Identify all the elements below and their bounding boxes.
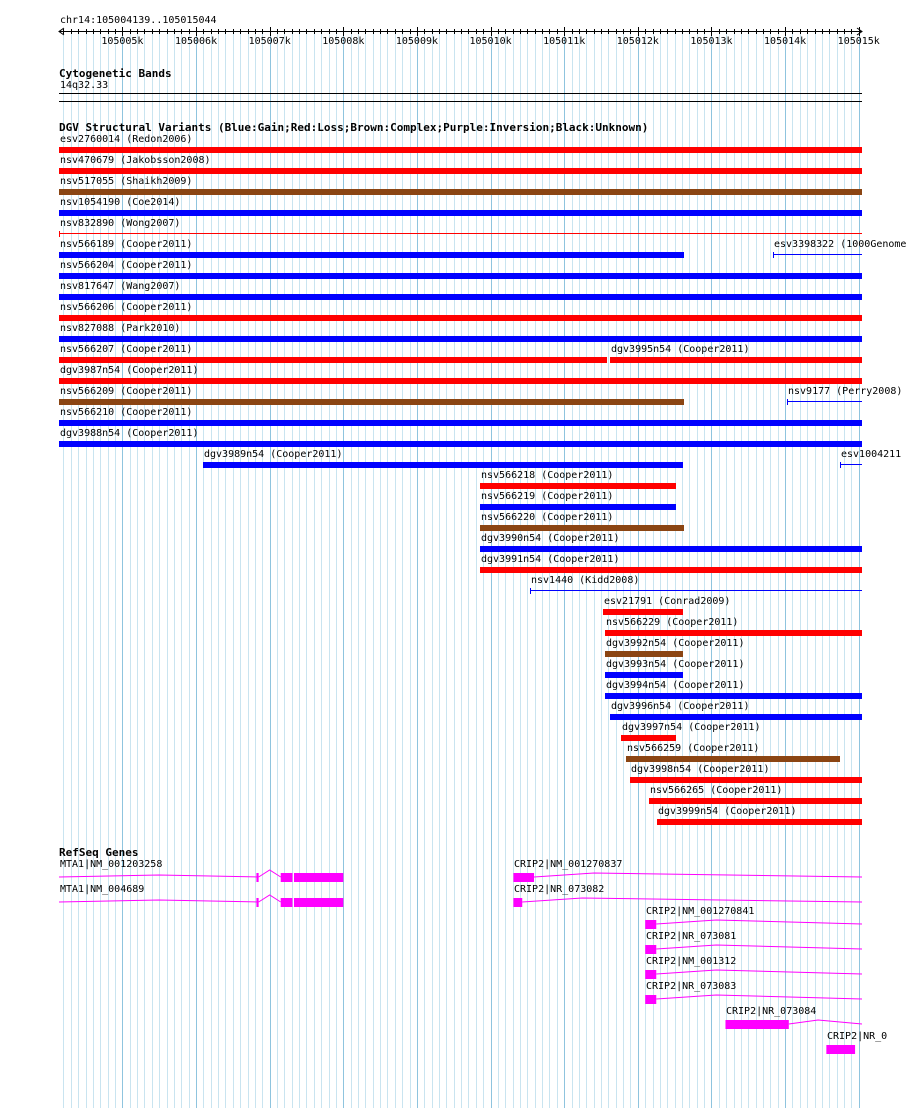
- gene-exon: [256, 873, 258, 882]
- gene-intron: [789, 1020, 862, 1024]
- ruler-tick-label: 105005k: [101, 36, 144, 47]
- gene-label: MTA1|NM_004689: [60, 884, 145, 895]
- ruler-tick-label: 105014k: [764, 36, 807, 47]
- ruler-tick-label: 105006k: [174, 36, 218, 47]
- sv-label: nsv566219 (Cooper2011): [481, 491, 614, 502]
- gene-intron: [656, 945, 862, 949]
- ruler-tick-label: 105015k: [837, 36, 880, 47]
- sv-label: nsv470679 (Jakobsson2008): [60, 155, 211, 166]
- sv-label: dgv3993n54 (Cooper2011): [606, 659, 745, 670]
- gene-label: CRIP2|NR_0: [827, 1031, 888, 1042]
- gene-intron: [59, 900, 259, 902]
- cytoband-label: 14q32.33: [60, 80, 109, 91]
- sv-label: nsv517055 (Shaikh2009): [60, 176, 193, 187]
- gene-exon: [281, 898, 293, 907]
- sv-label: dgv3994n54 (Cooper2011): [606, 680, 745, 691]
- dgv-track-title: DGV Structural Variants (Blue:Gain;Red:Loss;Brown:Complex;Purple:Inversion;Black:Unknown): [59, 121, 649, 134]
- gene-exon: [725, 1020, 788, 1029]
- sv-label: nsv566206 (Cooper2011): [60, 302, 193, 313]
- gene-exon: [294, 898, 343, 907]
- sv-label: nsv566220 (Cooper2011): [481, 512, 614, 523]
- sv-label: nsv566204 (Cooper2011): [60, 260, 193, 271]
- gene-exon: [256, 898, 258, 907]
- sv-label: dgv3987n54 (Cooper2011): [60, 365, 199, 376]
- sv-label: esv1004211: [841, 449, 902, 460]
- sv-label: nsv817647 (Wang2007): [60, 281, 181, 292]
- gene-label: CRIP2|NR_073083: [646, 981, 737, 992]
- ruler-tick-label: 105013k: [690, 36, 733, 47]
- sv-label: nsv827088 (Park2010): [60, 323, 181, 334]
- gene-exon: [645, 970, 656, 979]
- gene-label: CRIP2|NR_073082: [514, 884, 605, 895]
- sv-label: dgv3995n54 (Cooper2011): [611, 344, 750, 355]
- sv-label: nsv1440 (Kidd2008): [531, 575, 640, 586]
- region-label: chr14:105004139..105015044: [60, 15, 217, 26]
- gene-intron: [259, 895, 281, 902]
- ruler-tick-label: 105007k: [248, 36, 291, 47]
- gene-label: CRIP2|NM_001312: [646, 956, 737, 967]
- ruler-tick-label: 105008k: [322, 36, 365, 47]
- sv-label: dgv3996n54 (Cooper2011): [611, 701, 750, 712]
- sv-label: dgv3999n54 (Cooper2011): [658, 806, 797, 817]
- sv-label: dgv3988n54 (Cooper2011): [60, 428, 199, 439]
- gene-intron: [259, 870, 281, 877]
- sv-label: dgv3990n54 (Cooper2011): [481, 533, 620, 544]
- sv-label: nsv832890 (Wong2007): [60, 218, 181, 229]
- refseq-track-title: RefSeq Genes: [59, 846, 139, 859]
- sv-label: nsv1054190 (Coe2014): [60, 197, 181, 208]
- gene-intron: [522, 898, 862, 902]
- gene-label: CRIP2|NR_073084: [726, 1006, 817, 1017]
- gene-label: CRIP2|NM_001270837: [514, 859, 623, 870]
- ruler-tick-label: 105012k: [616, 36, 659, 47]
- sv-label: esv21791 (Conrad2009): [604, 596, 731, 607]
- sv-label: nsv566259 (Cooper2011): [627, 743, 760, 754]
- sv-label: esv3398322 (1000Genome: [774, 239, 906, 250]
- sv-label: esv2760014 (Redon2006): [60, 134, 193, 145]
- sv-label: dgv3997n54 (Cooper2011): [622, 722, 761, 733]
- sv-label: dgv3998n54 (Cooper2011): [631, 764, 770, 775]
- gene-intron: [59, 875, 259, 877]
- gene-intron: [656, 970, 862, 974]
- sv-label: nsv566265 (Cooper2011): [650, 785, 783, 796]
- sv-label: nsv566209 (Cooper2011): [60, 386, 193, 397]
- sv-label: dgv3991n54 (Cooper2011): [481, 554, 620, 565]
- gene-exon: [281, 873, 293, 882]
- gene-exon: [645, 995, 656, 1004]
- ruler-tick-label: 105011k: [543, 36, 586, 47]
- sv-label: nsv566189 (Cooper2011): [60, 239, 193, 250]
- gene-exon: [826, 1045, 855, 1054]
- gene-exon: [513, 873, 534, 882]
- gene-exon: [645, 945, 656, 954]
- gene-exon: [294, 873, 343, 882]
- gene-label: CRIP2|NR_073081: [646, 931, 737, 942]
- gene-label: CRIP2|NM_001270841: [646, 906, 755, 917]
- gene-intron: [534, 873, 862, 877]
- sv-label: nsv9177 (Perry2008): [788, 386, 903, 397]
- sv-label: nsv566229 (Cooper2011): [606, 617, 739, 628]
- cytoband-track-title: Cytogenetic Bands: [59, 67, 172, 80]
- sv-label: nsv566210 (Cooper2011): [60, 407, 193, 418]
- sv-label: nsv566207 (Cooper2011): [60, 344, 193, 355]
- gene-exon: [513, 898, 522, 907]
- sv-label: nsv566218 (Cooper2011): [481, 470, 614, 481]
- sv-label: dgv3989n54 (Cooper2011): [204, 449, 343, 460]
- gene-intron: [656, 920, 862, 924]
- sv-label: dgv3992n54 (Cooper2011): [606, 638, 745, 649]
- ruler-tick-label: 105010k: [469, 36, 512, 47]
- ruler-tick-label: 105009k: [395, 36, 439, 47]
- gene-intron: [656, 995, 862, 999]
- gene-label: MTA1|NM_001203258: [60, 859, 163, 870]
- gene-exon: [645, 920, 656, 929]
